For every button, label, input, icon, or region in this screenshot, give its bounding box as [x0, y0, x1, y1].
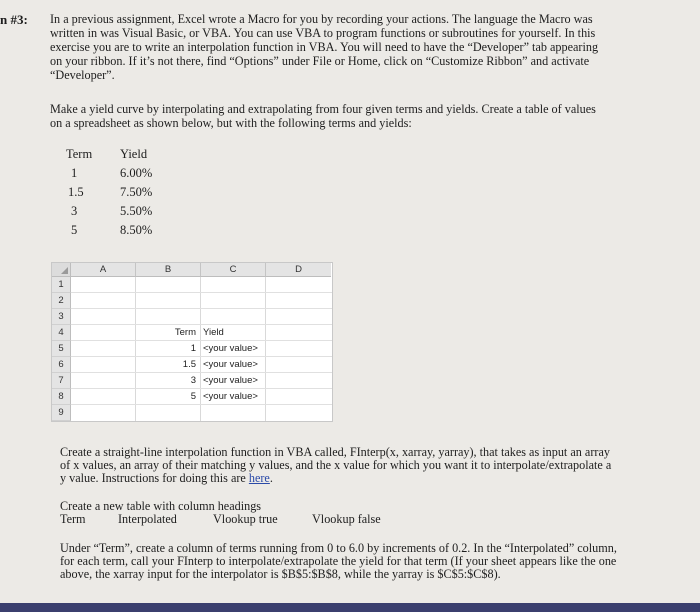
problem-heading: n #3:: [0, 12, 28, 27]
cell-yield-placeholder: <your value>: [203, 359, 258, 370]
term-cell: 5: [71, 223, 78, 237]
grid-line: [71, 372, 332, 373]
grid-line: [71, 404, 332, 405]
flinterp-line-3-text: y value. Instructions for doing this are: [60, 471, 249, 485]
yield-cell: 8.50%: [120, 223, 153, 237]
row-header: 1: [52, 277, 71, 293]
flinterp-line-2: of x values, an array of their matching y values, and the x value for which you want it to interpolate/extrapolate a: [60, 458, 612, 472]
bottom-edge-bar: [0, 603, 700, 612]
cell-yield-placeholder: <your value>: [203, 391, 258, 402]
yield-header: Yield: [120, 147, 148, 161]
yield-cell: 7.50%: [120, 185, 153, 199]
row-header: 2: [52, 293, 71, 309]
row-header: 3: [52, 309, 71, 325]
grid-line: [71, 324, 332, 325]
yield-cell: 6.00%: [120, 166, 153, 180]
intro-line-1: In a previous assignment, Excel wrote a Macro for you by recording your actions. The language the Macro was: [50, 12, 593, 26]
column-vlookup-false: Vlookup false: [312, 512, 381, 526]
column-header-d: D: [266, 263, 331, 277]
under-term-line-2: for each term, call your FInterp to interpolate/extrapolate the yield for that term (If your sheet appears like the one: [60, 554, 617, 568]
yield-para-line-2: on a spreadsheet as shown below, but with the following terms and yields:: [50, 116, 412, 130]
cell-yield-placeholder: <your value>: [203, 343, 258, 354]
column-term: Term: [60, 512, 86, 526]
select-all-corner: [52, 263, 71, 277]
grid-line: [71, 340, 332, 341]
intro-line-4: on your ribbon. If it’s not there, find “Options” under File or Home, click on “Customize Ribbon” and activate: [50, 54, 590, 68]
cell-term-value: 5: [190, 391, 196, 402]
flinterp-line-3-end: .: [269, 471, 273, 485]
row-header: 9: [52, 405, 71, 421]
grid-line: [71, 292, 332, 293]
row-header: 8: [52, 389, 71, 405]
new-table-line: Create a new table with column headings: [60, 499, 262, 513]
instructions-link[interactable]: here: [248, 471, 270, 485]
grid-line: [200, 277, 201, 421]
row-header: 5: [52, 341, 71, 357]
cell-term-value: 3: [190, 375, 196, 386]
intro-line-3: exercise you are to write an interpolation function in VBA. You will need to have the “Developer” tab appearing: [50, 40, 599, 54]
term-header: Term: [66, 147, 93, 161]
cell-yield-placeholder: <your value>: [203, 375, 258, 386]
column-vlookup-true: Vlookup true: [213, 512, 278, 526]
grid-line: [71, 308, 332, 309]
intro-line-2: written in was Visual Basic, or VBA. You can use VBA to program functions or subroutines for yourself. In this: [50, 26, 596, 40]
cell-b4-term-header: Term: [174, 327, 196, 338]
under-term-line-1: Under “Term”, create a column of terms running from 0 to 6.0 by increments of 0.2. In the “Interpolated” column,: [60, 541, 617, 555]
row-header: 7: [52, 373, 71, 389]
under-term-line-3: above, the xarray input for the interpolator is $B$5:$B$8, while the yarray is $C$5:$C$8).: [60, 567, 501, 581]
cell-term-value: 1: [190, 343, 196, 354]
flinterp-line-3: [60, 472, 273, 486]
term-cell: 1.5: [68, 185, 84, 199]
row-header: 6: [52, 357, 71, 373]
column-header-b: B: [136, 263, 201, 277]
column-header-a: A: [71, 263, 136, 277]
cell-term-value: 1.5: [182, 359, 196, 370]
grid-line: [71, 388, 332, 389]
grid-line: [265, 277, 266, 421]
term-cell: 1: [71, 166, 78, 180]
term-cell: 3: [71, 204, 78, 218]
spreadsheet-image: [51, 262, 333, 422]
column-interpolated: Interpolated: [118, 512, 177, 526]
grid-line: [71, 356, 332, 357]
flinterp-line-1: Create a straight-line interpolation function in VBA called, FInterp(x, xarray, yarray), that takes as input an array: [60, 445, 610, 459]
cell-c4-yield-header: Yield: [203, 327, 224, 338]
row-header: 4: [52, 325, 71, 341]
column-header-c: C: [201, 263, 266, 277]
intro-line-5: “Developer”.: [50, 68, 115, 82]
yield-cell: 5.50%: [120, 204, 153, 218]
yield-para-line-1: Make a yield curve by interpolating and extrapolating from four given terms and yields. Create a table of values: [50, 102, 596, 116]
